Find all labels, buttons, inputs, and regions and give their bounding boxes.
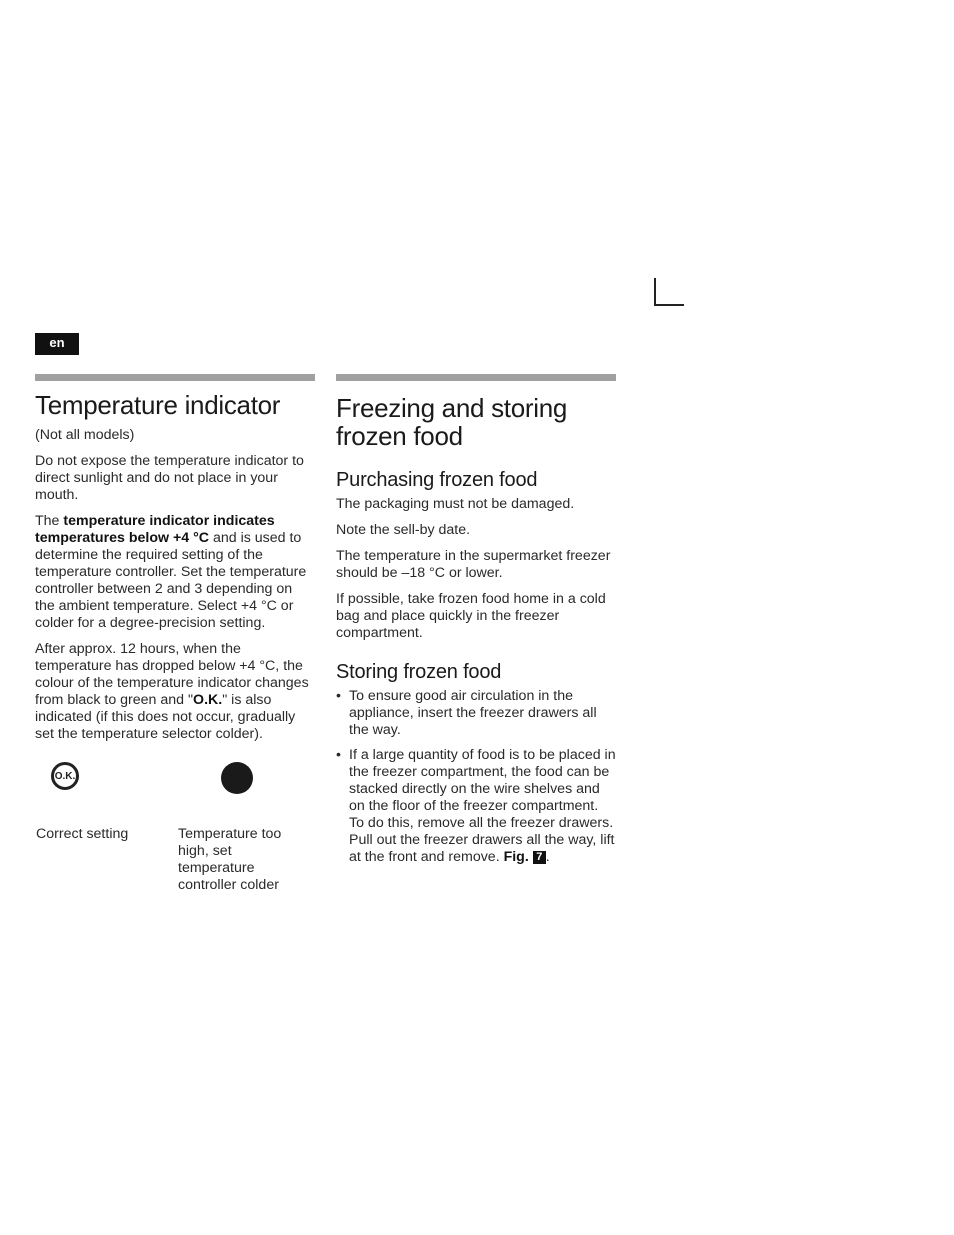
subheading-purchasing: Purchasing frozen food [336, 469, 538, 491]
list-item: • To ensure good air circulation in the appliance, insert the freezer drawers all the way. [336, 688, 597, 738]
freezing-section [336, 374, 616, 874]
dark-indicator-icon [221, 762, 253, 794]
temperature-indicator-section [35, 374, 315, 893]
subheading-storing: Storing frozen food [336, 661, 502, 683]
section-rule [336, 374, 616, 381]
sell-by-note: Note the sell-by date. [336, 522, 471, 538]
models-note: (Not all models) [35, 427, 135, 443]
indicator-emphasis: temperature indicator indicates temperatures below +4 °C [35, 513, 275, 546]
crop-mark-horizontal [654, 304, 684, 306]
ok-emphasis: O.K. [193, 692, 223, 708]
packaging-note: The packaging must not be damaged. [336, 496, 575, 512]
indicator-illustrations [35, 755, 315, 893]
caption-correct-setting: Correct setting [36, 826, 129, 842]
cold-bag-note: If possible, take frozen food home in a cold bag and place quickly in the freezer compartment. [336, 591, 606, 641]
supermarket-temperature-note: The temperature in the supermarket freezer should be –18 °C or lower. [336, 548, 611, 581]
ok-indicator-icon: O.K. [51, 762, 79, 790]
section-rule [35, 374, 315, 381]
figure-reference: Fig. [503, 849, 529, 865]
language-tab: en [35, 333, 79, 355]
sunlight-warning: Do not expose the temperature indicator to direct sunlight and do not place in your mouth. [35, 453, 304, 503]
figure-number-badge: 7 [533, 851, 546, 864]
colour-change-description: After approx. 12 hours, when the temperature has dropped below +4 °C, the colour of the temperature indicator changes from black to green and "O.K." is also indicated (if this does not occur, gradually set the temperature selector colder). [35, 641, 309, 742]
crop-mark-vertical [654, 278, 656, 306]
caption-too-high: Temperature too high, set temperature controller colder [178, 826, 282, 893]
indicator-description: The temperature indicator indicates temperatures below +4 °C and is used to determine the required setting of the temperature controller. Set the temperature controller between 2 and 3 depending on the ambient temperature. Select +4 °C or colder for a degree-precision setting. [35, 513, 307, 631]
storing-list [336, 688, 616, 866]
section-title: Temperature indicator [35, 390, 281, 420]
section-title: Freezing and storing frozen food [336, 393, 568, 451]
list-item: • If a large quantity of food is to be placed in the freezer compartment, the food can be stacked directly on the wire shelves and on the floor of the freezer compartment. To do this, remove all the freezer drawers. Pull out the freezer drawers all the way, lift at the front and remove. Fig. 7 . [336, 747, 616, 865]
